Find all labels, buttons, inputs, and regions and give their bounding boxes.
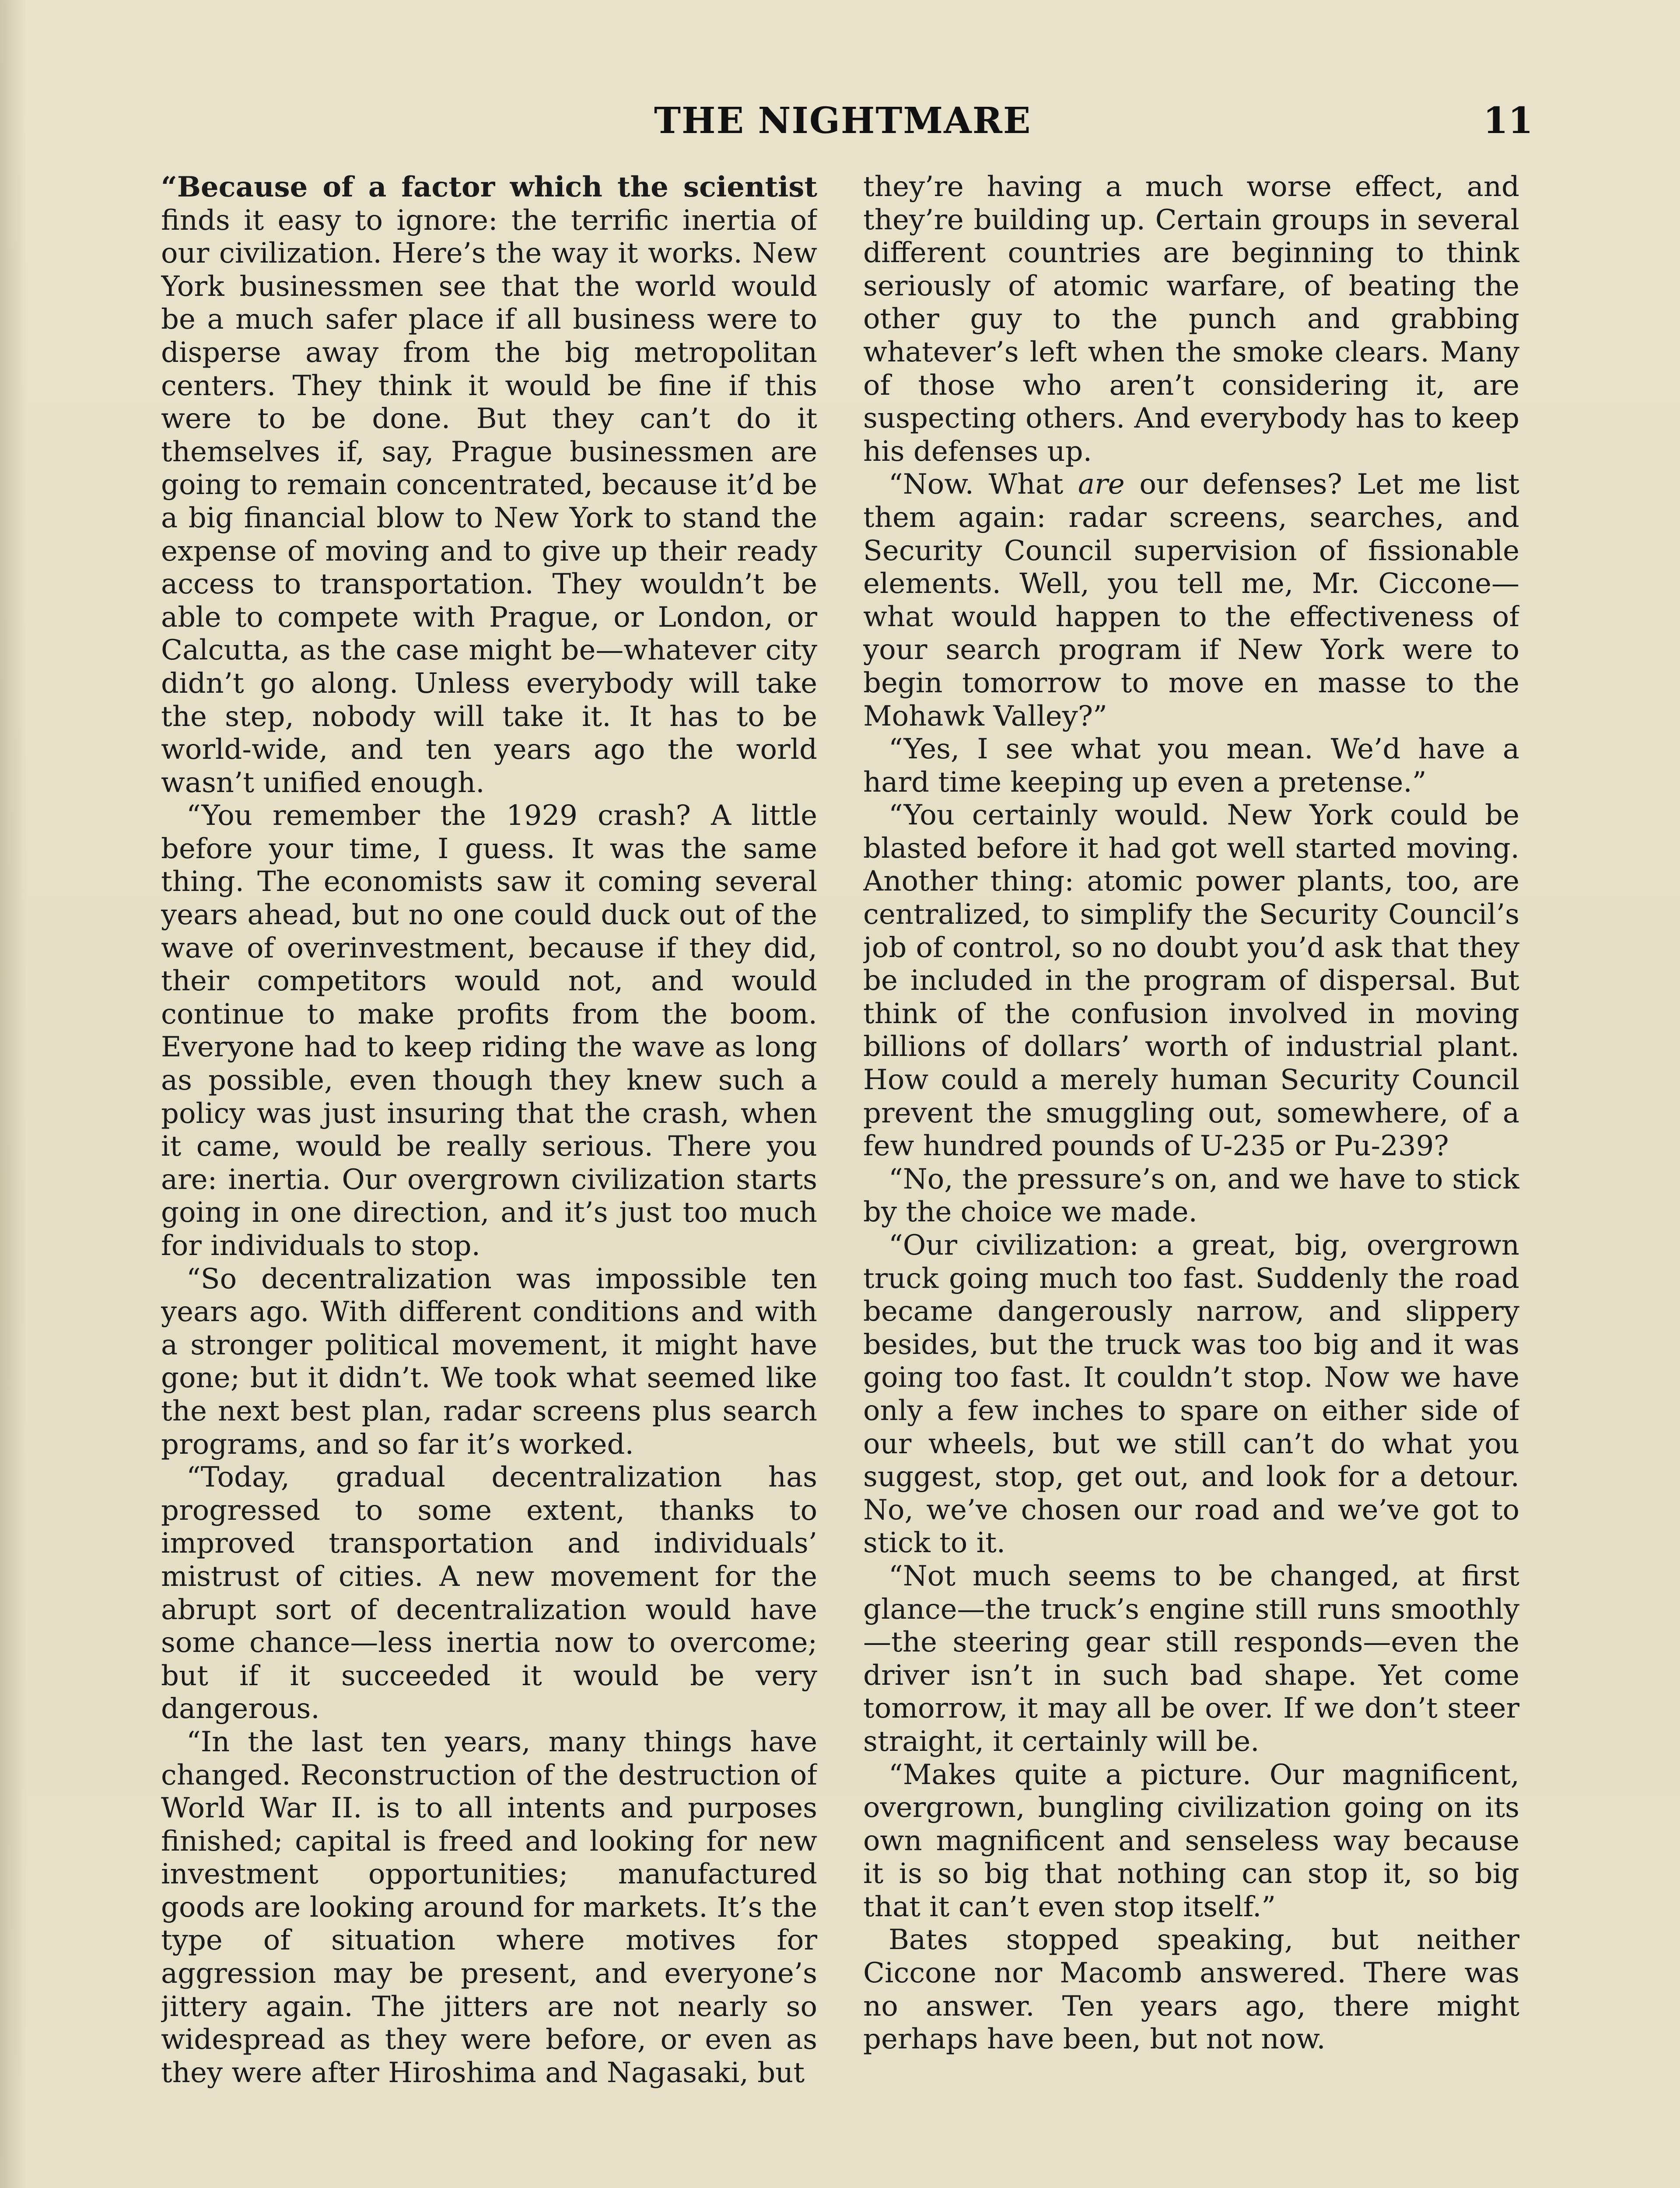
paragraph: “You remember the 1929 crash? A little before your time, I guess. It was the same thing. The economists saw it coming several years ahead, but no one could duck out of the wave of overinvestment, because if they did, their competitors would not, and would continue to make profits from the boom. Everyone had to keep riding the wave as long as possible, even though they knew such a policy was just insuring that the crash, when it came, would be really serious. There you are: inertia. Our overgrown civilization starts going in one direction, and it’s just too much for individuals to stop.: [161, 799, 817, 1262]
paragraph: [161, 171, 817, 799]
paragraph: Bates stopped speaking, but neither Ciccone nor Macomb answered. There was no answer. Ten years ago, there might perhaps have been, but not now.: [863, 1924, 1519, 2056]
page-number: 11: [1483, 100, 1533, 142]
paragraph: “Makes quite a picture. Our magnificent, overgrown, bungling civilization going on its own magnificent and senseless way because it is so big that nothing can stop it, so big that it can’t even stop itself.”: [863, 1758, 1519, 1923]
left-text-column: [161, 171, 817, 2188]
paragraph: [863, 468, 1519, 733]
paragraph: “You certainly would. New York could be blasted before it had got well started moving. Another thing: atomic power plants, too, are centralized, to simplify the Security Council’s job of control, so no doubt you’d ask that they be included in the program of dispersal. But think of the confusion involved in moving billions of dollars’ worth of industrial plant. How could a merely human Security Council prevent the smuggling out, somewhere, of a few hundred pounds of U-235 or Pu-239?: [863, 799, 1519, 1163]
running-head: THE NIGHTMARE: [654, 100, 1032, 142]
paragraph-text: “Now. What: [889, 468, 1078, 501]
paragraph-text: our defenses? Let me list them again: radar screens, searches, and Security Council supervision of fissionable elements. Well, you tell me, Mr. Ciccone—what would happen to the effectiveness of your search program if New York were to begin tomorrow to move en masse to the Mohawk Valley?”: [863, 468, 1519, 733]
paragraph: “Today, gradual decentralization has progressed to some extent, thanks to improved transportation and individuals’ mistrust of cities. A new movement for the abrupt sort of decentralization would have some chance—less inertia now to overcome; but if it succeeded it would be very dangerous.: [161, 1461, 817, 1725]
paragraph: “Yes, I see what you mean. We’d have a hard time keeping up even a pretense.”: [863, 733, 1519, 799]
paragraph-text: finds it easy to ignore: the terrific inertia of our civilization. Here’s the way it works. New York businessmen see that the world would be a much safer place if all business were to disperse away from the big metropolitan centers. They think it would be fine if this were to be done. But they can’t do it themselves if, say, Prague businessmen are going to remain concentrated, because it’d be a big financial blow to New York to stand the expense of moving and to give up their ready access to transportation. They wouldn’t be able to compete with Prague, or London, or Calcutta, as the case might be—whatever city didn’t go along. Unless everybody will take the step, nobody will take it. It has to be world-wide, and ten years ago the world wasn’t unified enough.: [161, 204, 817, 799]
paragraph: “Not much seems to be changed, at first glance—the truck’s engine still runs smoothly—the steering gear still responds—even the driver isn’t in such bad shape. Yet come tomorrow, it may all be over. If we don’t steer straight, it certainly will be.: [863, 1560, 1519, 1758]
paragraph: “So decentralization was impossible ten years ago. With different conditions and with a stronger political movement, it might have gone; but it didn’t. We took what seemed like the next best plan, radar screens plus search programs, and so far it’s worked.: [161, 1262, 817, 1461]
italic-emphasis: are: [1078, 468, 1125, 501]
paragraph: “No, the pressure’s on, and we have to stick by the choice we made.: [863, 1163, 1519, 1229]
paragraph: “In the last ten years, many things have changed. Reconstruction of the destruction of World War II. is to all intents and purposes finished; capital is freed and looking for new investment opportunities; manufactured goods are looking around for markets. It’s the type of situation where motives for aggression may be present, and everyone’s jittery again. The jitters are not nearly so widespread as they were before, or even as they were after Hiroshima and Nagasaki, but: [161, 1725, 817, 2089]
right-text-column: [863, 171, 1519, 2188]
page-edge-shadow: [0, 0, 26, 2188]
paragraph: they’re having a much worse effect, and they’re building up. Certain groups in several different countries are beginning to think seriously of atomic warfare, of beating the other guy to the punch and grabbing whatever’s left when the smoke clears. Many of those who aren’t considering it, are suspecting others. And everybody has to keep his defenses up.: [863, 171, 1519, 468]
paragraph: “Our civilization: a great, big, overgrown truck going much too fast. Suddenly the road became dangerously narrow, and slippery besides, but the truck was too big and it was going too fast. It couldn’t stop. Now we have only a few inches to spare on either side of our wheels, but we still can’t do what you suggest, stop, get out, and look for a detour. No, we’ve chosen our road and we’ve got to stick to it.: [863, 1229, 1519, 1560]
paragraph-lead-in: “Because of a factor which the scientist: [161, 171, 817, 203]
